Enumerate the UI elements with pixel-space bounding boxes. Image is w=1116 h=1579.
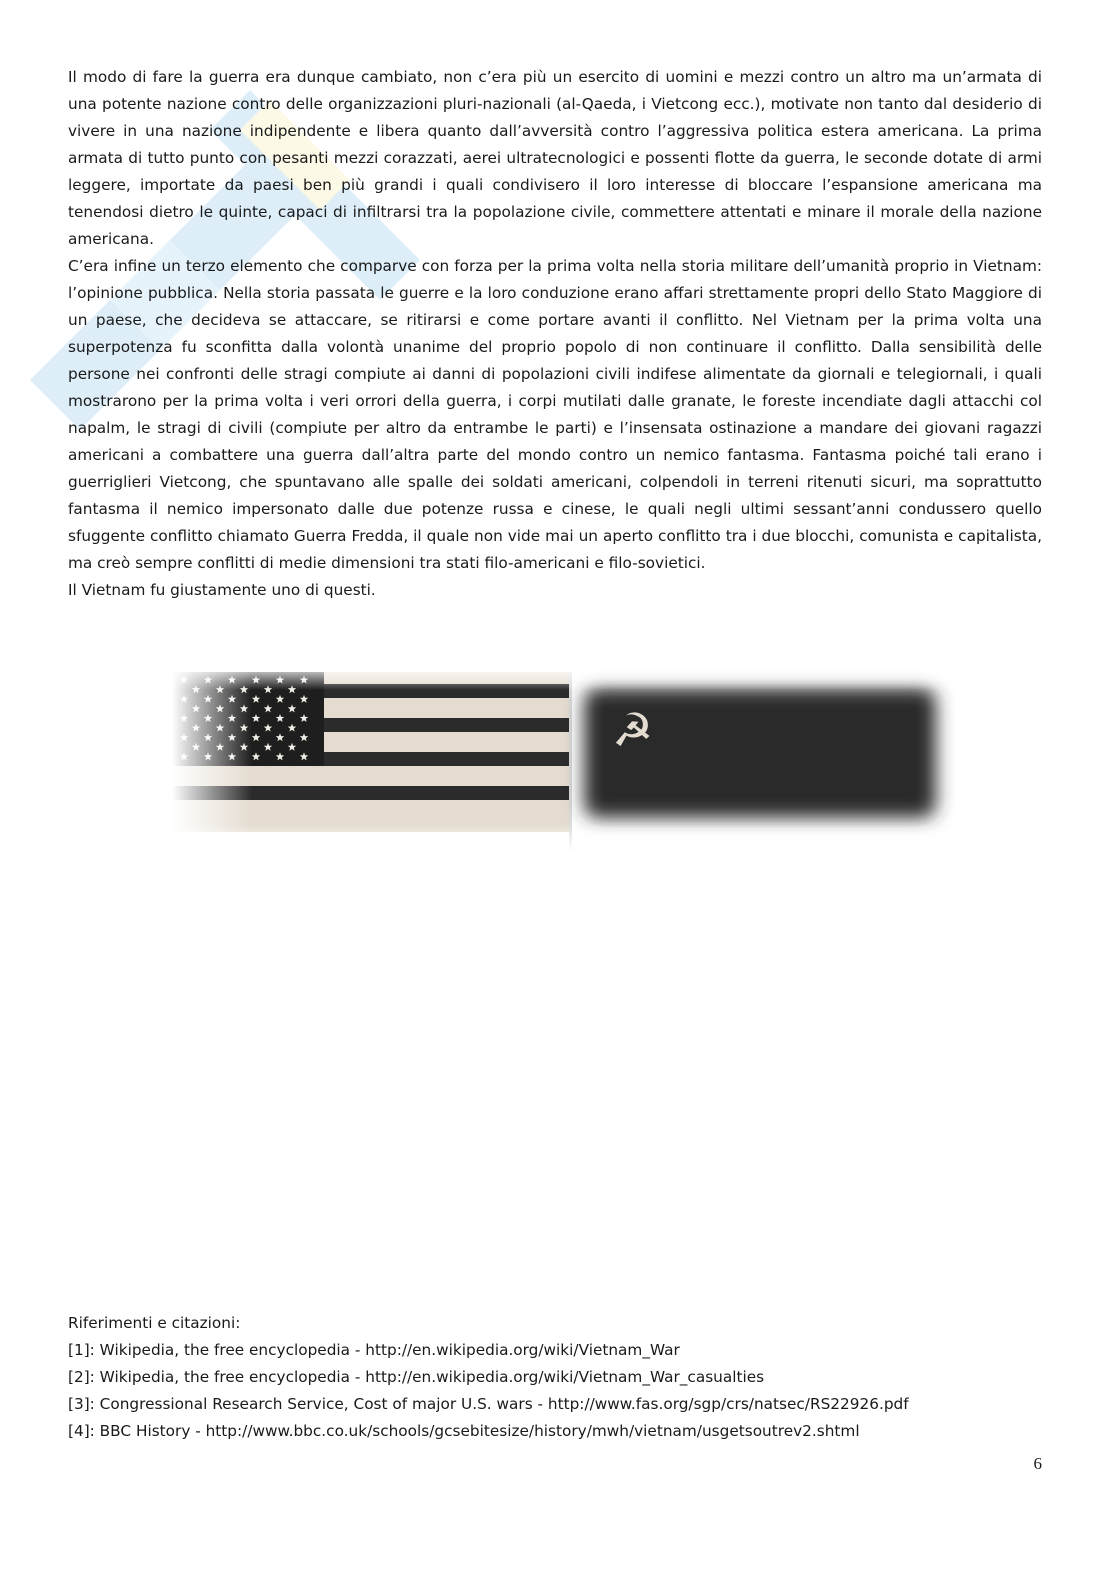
paragraph: Il modo di fare la guerra era dunque cambiato, non c’era più un esercito di uomini e mezzi contro un altro ma un’armata di una potente nazione contro delle organizzazioni pluri-nazionali (al-Qaeda, i Vietcong ecc.), motivate non tanto dal desiderio di vivere in una nazione indipendente e libera quanto dall’avversità contro l’aggressiva politica estera americana. La prima armata di tutto punto con pesanti mezzi corazzati, aerei ultratecnologici e possenti flotte da guerra, le seconde dotate di armi leggere, importate da paesi ben più grandi i quali condivisero il loro interesse di bloccare l’espansione americana ma tenendosi dietro le quinte, capaci di infiltrarsi tra la popolazione civile, commettere attentati e minare il morale della nazione americana.: [68, 68, 1042, 248]
references-heading: Riferimenti e citazioni:: [68, 1314, 241, 1332]
paragraph: C’era infine un terzo elemento che comparve con forza per la prima volta nella storia militare dell’umanità proprio in Vietnam: l’opinione pubblica. Nella storia passata le guerre e la loro conduzione erano affari strettamente propri dello Stato Maggiore di un paese, che decideva se attaccare, se ritirarsi e come portare avanti il conflitto. Nel Vietnam per la prima volta una superpotenza fu sconfitta dalla volontà unanime del proprio popolo di non continuare il conflitto. Dalla sensibilità delle persone nei confronti delle stragi compiute ai danni di popolazioni civili indifese alimentate da giornali e telegiornali, i quali mostrarono per la prima volta i veri orrori della guerra, i corpi mutilati dalle granate, le foreste incendiate dagli attacchi col napalm, le stragi di civili (compiute per altro da entrambe le parti) e l’insensata ostinazione a mandare dei giovani ragazzi americani a combattere una guerra dall’altra parte del mondo contro un nemico fantasma. Fantasma poiché tali erano i guerriglieri Vietcong, che spuntavano alle spalle dei soldati americani, colpendoli in terreni ritenuti sicuri, ma soprattutto fantasma il nemico impersonato dalle due potenze russa e cinese, le quali negli ultimi sessant’anni condussero quello sfuggente conflitto chiamato Guerra Fredda, il quale non vide mai un aperto conflitto tra i due blocchi, comunista e capitalista, ma creò sempre conflitti di medie dimensioni tra stati filo-americani e filo-sovietici.: [68, 257, 1042, 572]
ussr-flag: [576, 670, 948, 846]
paragraph: Il Vietnam fu giustamente uno di questi.: [68, 581, 376, 599]
reference-item: [2]: Wikipedia, the free encyclopedia - http://en.wikipedia.org/wiki/Vietnam_War_casualties: [68, 1368, 765, 1386]
page-number: 6: [1033, 1454, 1042, 1473]
flags-figure: [172, 664, 956, 852]
references: [68, 1310, 1058, 1445]
flags-image: [172, 664, 956, 852]
hammer-sickle-icon: ☭: [612, 703, 654, 757]
reference-item: [3]: Congressional Research Service, Cost of major U.S. wars - http://www.fas.org/sgp/crs/natsec/RS22926.pdf: [68, 1395, 909, 1413]
article-body: [68, 64, 1042, 604]
reference-item: [1]: Wikipedia, the free encyclopedia - http://en.wikipedia.org/wiki/Vietnam_War: [68, 1341, 680, 1359]
usa-flag: [172, 664, 570, 852]
reference-item: [4]: BBC History - http://www.bbc.co.uk/schools/gcsebitesize/history/mwh/vietnam/usgetsoutrev2.shtml: [68, 1422, 860, 1440]
